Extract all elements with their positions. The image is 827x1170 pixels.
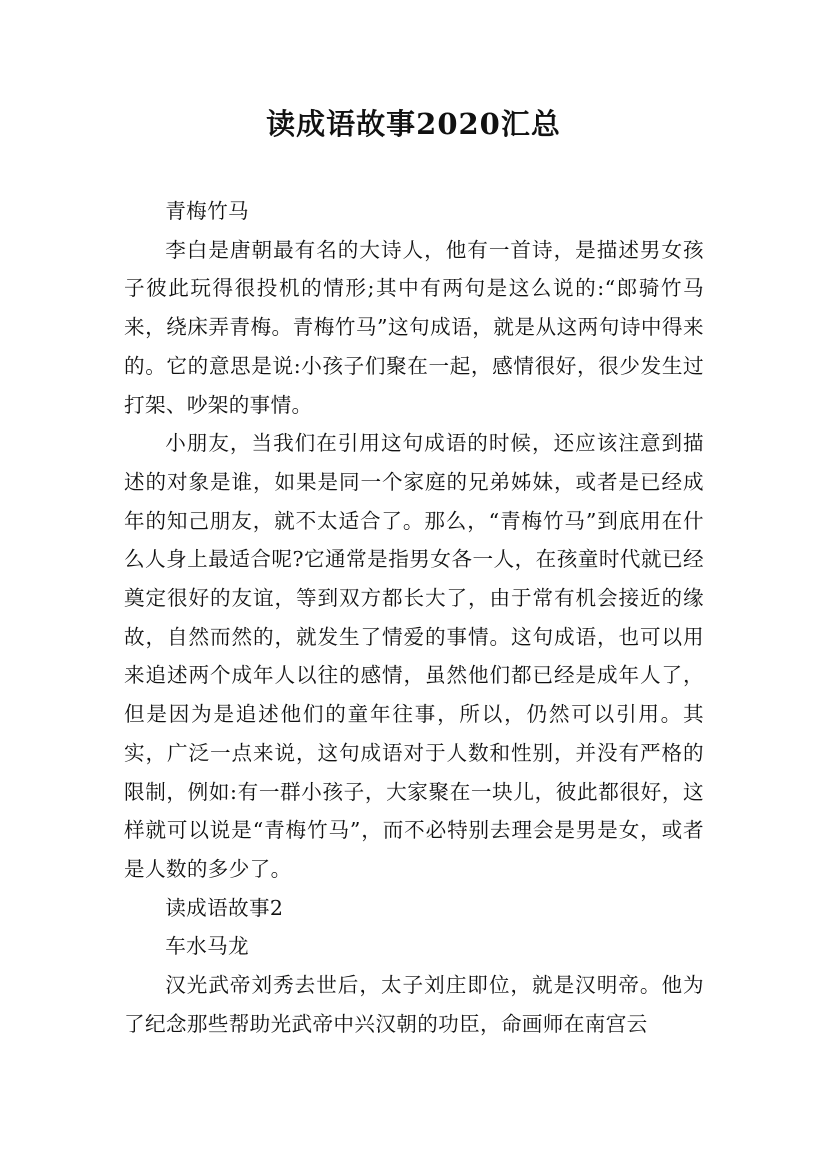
paragraph: 李白是唐朝最有名的大诗人，他有一首诗，是描述男女孩子彼此玩得很投机的情形;其中有两句是这么说的:“郎骑竹马来，绕床弄青梅。青梅竹马”这句成语，就是从这两句诗中得来的。它的意思是说:小孩子们聚在一起，感情很好，很少发生过打架、吵架的事情。 bbox=[124, 237, 704, 417]
section-subtitle: 读成语故事2 bbox=[165, 895, 284, 920]
section-cheshui bbox=[124, 889, 704, 1044]
paragraph: 小朋友，当我们在引用这句成语的时候，还应该注意到描述的对象是谁，如果是同一个家庭的兄弟姊妹，或者是已经成年的知己朋友，就不太适合了。那么，“青梅竹马”到底用在什么人身上最适合呢?它通常是指男女各一人，在孩童时代就已经奠定很好的友谊，等到双方都长大了，由于常有机会接近的缘故，自然而然的，就发生了情爱的事情。这句成语，也可以用来追述两个成年人以往的感情，虽然他们都已经是成年人了，但是因为是追述他们的童年往事，所以，仍然可以引用。其实，广泛一点来说，这句成语对于人数和性别，并没有严格的限制，例如:有一群小孩子，大家聚在一块儿，彼此都很好，这样就可以说是“青梅竹马”，而不必特别去理会是男是女，或者是人数的多少了。 bbox=[124, 431, 704, 881]
document-title: 读成语故事2020汇总 bbox=[266, 107, 561, 141]
document-body bbox=[124, 192, 704, 1043]
section-heading: 青梅竹马 bbox=[165, 199, 249, 223]
paragraph: 汉光武帝刘秀去世后，太子刘庄即位，就是汉明帝。他为了纪念那些帮助光武帝中兴汉朝的功臣，命画师在南宫云 bbox=[124, 973, 704, 1036]
section-qingmei bbox=[124, 192, 704, 889]
section-heading: 车水马龙 bbox=[165, 934, 249, 959]
